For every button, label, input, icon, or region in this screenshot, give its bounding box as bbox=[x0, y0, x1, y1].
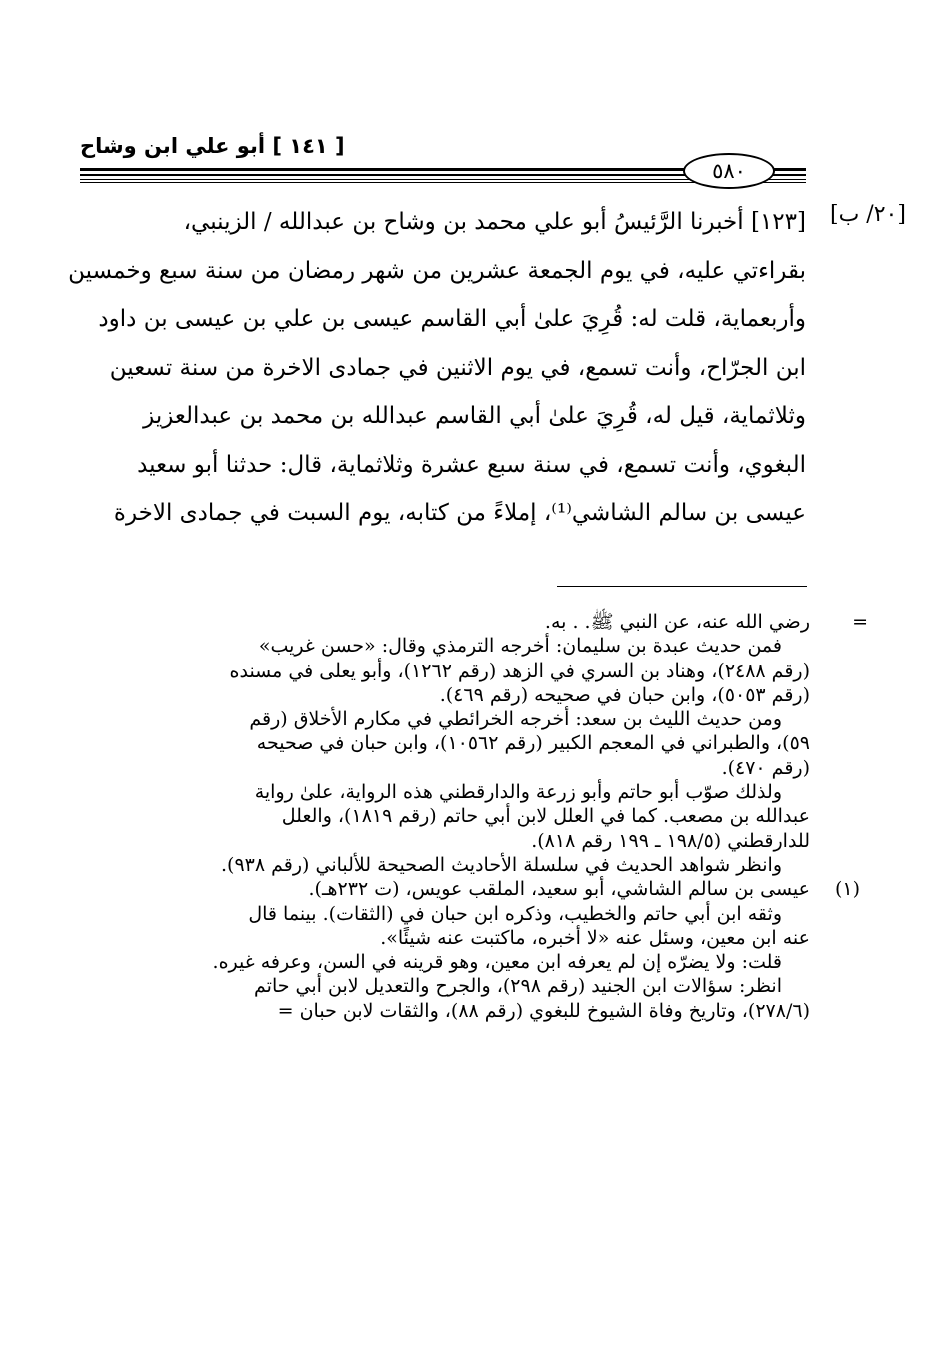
footnote-number: (١) bbox=[834, 878, 860, 901]
footnote-line: انظر: سؤالات ابن الجنيد (رقم ٢٩٨)، والجرح والتعديل لابن أبي حاتم bbox=[254, 975, 782, 998]
main-text-line: عيسى بن سالم الشاشي⁽¹⁾، إملاءً من كتابه، يوم السبت في جمادى الاخرة bbox=[113, 500, 806, 526]
footnote-line: (رقم ٤٧٠). bbox=[721, 756, 810, 779]
main-text-line: بقراءتي عليه، في يوم الجمعة عشرين من شهر رمضان من سنة سبع وخمسين bbox=[68, 257, 806, 284]
footnotes-block bbox=[80, 610, 868, 1023]
footnote-line: (رقم ٢٤٨٨)، وهناد بن السري في الزهد (رقم ١٢٦٢)، وأبو يعلى في مسنده bbox=[229, 659, 810, 682]
footnote-line: عبدالله بن مصعب. كما في العلل لابن أبي حاتم (رقم ١٨١٩)، والعلل bbox=[281, 805, 810, 828]
footnote-line: للدارقطني (١٩٨/٥ ـ ١٩٩ رقم ٨١٨). bbox=[531, 829, 810, 852]
footnote-line: (رقم ٥٠٥٣)، وابن حبان في صحيحه (رقم ٤٦٩). bbox=[439, 683, 810, 706]
main-text-line: وثلاثماية، قيل له، قُرِيَ علىٰ أبي القاسم عبدالله بن محمد بن عبدالعزيز bbox=[143, 403, 806, 429]
footnote-line: ولذلك صوّب أبو حاتم وأبو زرعة والدارقطني هذه الرواية، علىٰ رواية bbox=[254, 781, 782, 804]
running-header-title: [ ١٤١ ] أبو علي ابن وشاح bbox=[80, 134, 345, 158]
main-text-line: البغوي، وأنت تسمع، في سنة سبع عشرة وثلاثماية، قال: حدثنا أبو سعيد bbox=[137, 451, 806, 478]
footnote-line: قلت: ولا يضرّه إن لم يعرفه ابن معين، وهو قرينه في السن، وعرفه غيره. bbox=[212, 951, 782, 974]
footnote-line: ومن حديث الليث بن سعد: أخرجه الخرائطي في مكارم الأخلاق (رقم bbox=[249, 708, 782, 731]
footnote-line: وانظر شواهد الحديث في سلسلة الأحاديث الصحيحة للألباني (رقم ٩٣٨). bbox=[221, 853, 782, 876]
main-text-line: وأربعماية، قلت له: قُرِيَ علىٰ أبي القاسم عيسى بن علي بن عيسى بن داود bbox=[98, 306, 806, 332]
footnote-line: ٥٩)، والطبراني في المعجم الكبير (رقم ١٠٥٦٢)، وابن حبان في صحيحه bbox=[256, 732, 810, 755]
main-text-line: ابن الجرّاح، وأنت تسمع، في يوم الاثنين في جمادى الاخرة من سنة تسعين bbox=[109, 354, 806, 381]
continuation-marker: = bbox=[852, 611, 868, 633]
footnote-line bbox=[80, 610, 868, 634]
footnote-separator bbox=[557, 586, 807, 587]
footnote-text: عيسى بن سالم الشاشي، أبو سعيد، الملقب عويس، (ت ٢٣٢هـ). bbox=[308, 878, 810, 901]
footnote-line: عنه ابن معين، وسئل عنه «لا أخبره، ماكتبت عنه شيئًا». bbox=[380, 926, 810, 949]
main-text-line: [١٢٣] أخبرنا الرَّئيسُ أبو علي محمد بن وشاح بن عبدالله / الزينبي، bbox=[183, 209, 806, 235]
footnote-line: (٢٧٨/٦)، وتاريخ وفاة الشيوخ للبغوي (رقم ٨٨)، والثقات لابن حبان = bbox=[277, 999, 810, 1022]
footnote-line bbox=[80, 877, 860, 901]
footnote-line: وثقه ابن أبي حاتم والخطيب، وذكره ابن حبان في (الثقات). بينما قال bbox=[248, 902, 782, 925]
footnote-text: رضي الله عنه، عن النبي ﷺ. . به. bbox=[544, 611, 810, 633]
main-text-block bbox=[68, 198, 806, 538]
page-number-badge: ٥٨٠ bbox=[683, 153, 775, 189]
manuscript-folio-reference: [٢٠/ ب] bbox=[830, 202, 906, 227]
footnote-line: فمن حديث عبدة بن سليمان: أخرجه الترمذي وقال: «حسن غريب» bbox=[258, 635, 782, 658]
